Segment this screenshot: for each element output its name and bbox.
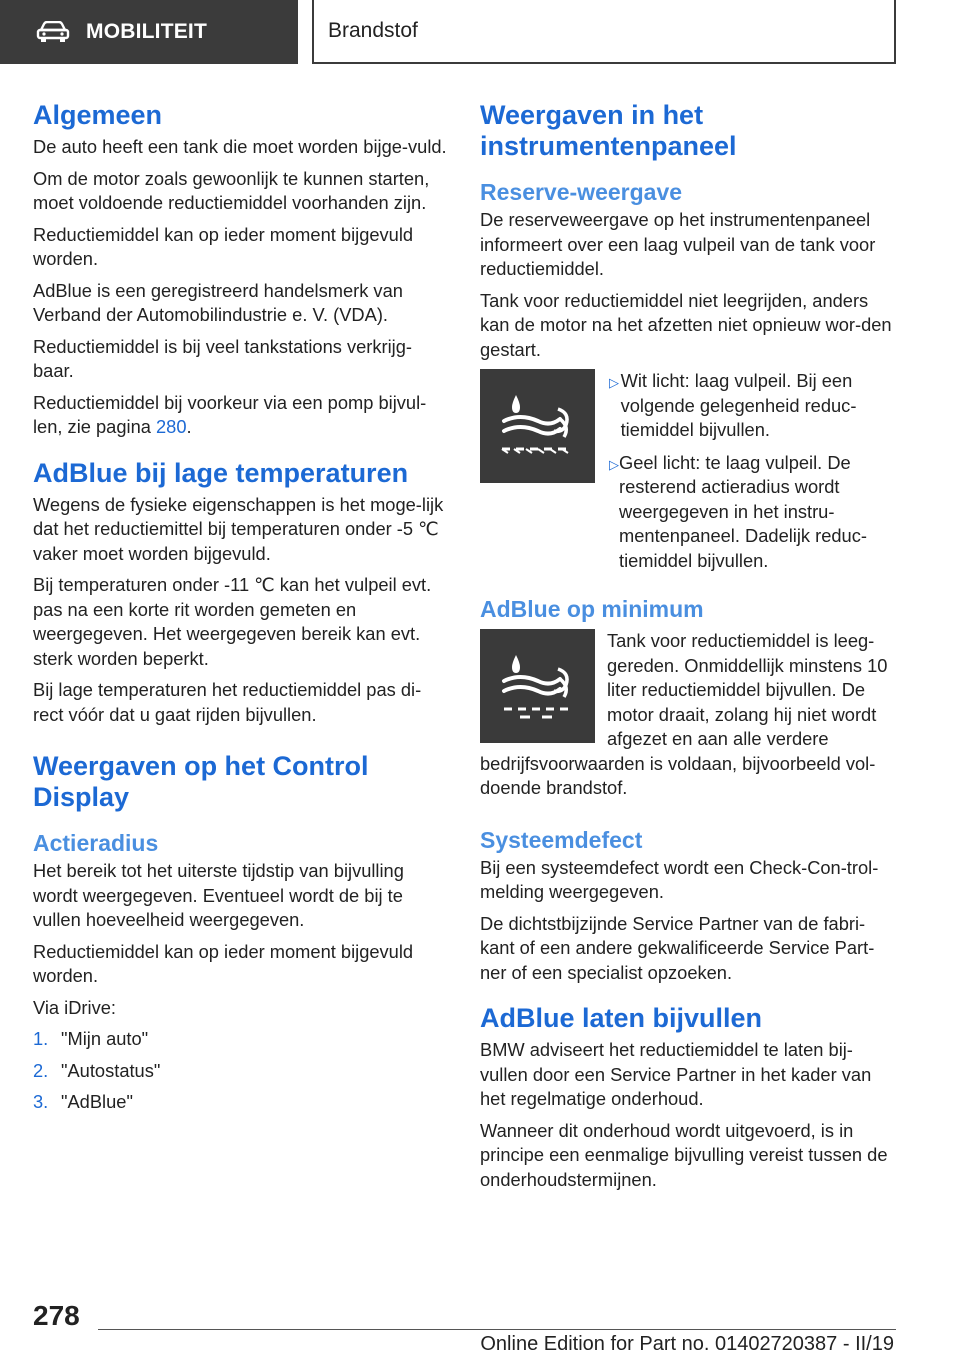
paragraph: BMW adviseert het reductiemiddel te laten bij-vullen door een Service Partner in het kader van het regelmatige onderhoud.: [480, 1039, 872, 1109]
triangle-bullet-icon: ▷: [609, 456, 619, 472]
adblue-empty-icon: [480, 629, 595, 743]
heading-adblue-minimum: AdBlue op minimum: [480, 596, 704, 622]
paragraph: Om de motor zoals gewoonlijk te kunnen starten, moet voldoende reductiemiddel voorhanden zijn.: [33, 167, 430, 213]
step-number: 2.: [33, 1059, 49, 1081]
paragraph: AdBlue is een geregistreerd handelsmerk van Verband der Automobilindustrie e. V. (VDA).: [33, 279, 403, 325]
step-text: "Mijn auto": [61, 1028, 149, 1049]
paragraph: [33, 391, 449, 440]
bullet-text: Wit licht: laag vulpeil. Bij een volgende gelegenheid reduc-tiemiddel bijvullen.: [620, 370, 857, 440]
list-item: [33, 1059, 449, 1084]
list-item: [33, 1027, 449, 1052]
page-header: [0, 0, 960, 66]
paragraph: Het bereik tot het uiterste tijdstip van bijvulling wordt weergegeven. Eventueel wordt de bij te vullen hoeveelheid weergegeven.: [33, 860, 404, 930]
paragraph-text: .: [186, 416, 192, 437]
footer-divider: [98, 1329, 896, 1330]
list-item: [33, 1090, 449, 1115]
paragraph: Tank voor reductiemiddel is leeg-gereden. Onmiddellijk minstens 10 liter reductiemiddel bijvullen. De motor draait, zolang hij niet wordt afgezet en aan alle verdere bedrijfsvoorwaarden is voldaan, bijvoorbeeld vol-doende brandstof.: [480, 630, 888, 798]
step-number: 1.: [33, 1028, 49, 1049]
paragraph: De reserveweergave op het instrumentenpaneel informeert over een laag vulpeil van de tank voor reductiemiddel.: [480, 209, 876, 279]
paragraph: Wegens de fysieke eigenschappen is het moge-lijk dat het reductiemittel bij temperaturen onder -5 ℃ vaker moet worden bijgevuld.: [33, 493, 444, 564]
paragraph: Reductiemiddel kan op ieder moment bijgevuld worden.: [33, 223, 414, 269]
section-header: [312, 0, 896, 64]
edition-note: Online Edition for Part no. 01402720387 - II/19: [480, 1333, 894, 1355]
step-text: "Autostatus": [61, 1059, 161, 1081]
paragraph: Via iDrive:: [33, 996, 116, 1018]
triangle-bullet-icon: ▷: [609, 375, 619, 390]
paragraph: De dichtstbijzijnde Service Partner van de fabri-kant of een andere gekwalificeerde Service Part-ner of een specialist opzoeken.: [480, 912, 875, 983]
list-item: [609, 369, 898, 443]
heading-algemeen: Algemeen: [33, 100, 163, 130]
heading-actieradius: Actieradius: [33, 830, 159, 856]
heading-reserve-weergave: Reserve-weergave: [480, 179, 683, 205]
reserve-indicator-block: [480, 369, 898, 581]
idrive-steps: [33, 1027, 449, 1115]
paragraph: Reductiemiddel is bij veel tankstations verkrijg-baar.: [33, 335, 412, 381]
page-number: 278: [33, 1300, 80, 1331]
heading-instrumentenpaneel: Weergaven in het instrumentenpaneel: [480, 100, 737, 161]
list-item: [609, 451, 898, 574]
chapter-tab[interactable]: [0, 0, 298, 64]
adblue-reserve-icon: [480, 369, 595, 483]
chapter-label: MOBILITEIT: [86, 20, 207, 43]
paragraph: Bij temperaturen onder -11 ℃ kan het vulpeil evt. pas na een korte rit worden gemeten en weergegeven. Het weergegeven bereik kan evt. sterk worden beperkt.: [33, 574, 432, 669]
paragraph: Reductiemiddel kan op ieder moment bijgevuld worden.: [33, 940, 414, 986]
section-label: Brandstof: [328, 19, 418, 42]
minimum-block: [480, 629, 898, 808]
paragraph-text: Reductiemiddel bij voorkeur via een pomp bijvul-len, zie pagina: [33, 391, 427, 437]
paragraph: Wanneer dit onderhoud wordt uitgevoerd, is in principe een eenmalige bijvulling vereist tussen de onderhoudstermijnen.: [480, 1119, 888, 1190]
step-number: 3.: [33, 1091, 49, 1112]
left-column: [33, 100, 449, 1122]
heading-laten-bijvullen: AdBlue laten bijvullen: [480, 1003, 763, 1033]
step-text: "AdBlue": [61, 1091, 133, 1112]
indicator-bullets: [609, 369, 898, 581]
page-footer: [0, 1300, 960, 1360]
heading-lage-temperaturen: AdBlue bij lage temperaturen: [33, 457, 409, 488]
right-column: [480, 100, 898, 1199]
paragraph: Tank voor reductiemiddel niet leegrijden, anders kan de motor na het afzetten niet opnieuw wor-den gestart.: [480, 289, 892, 360]
paragraph: De auto heeft een tank die moet worden bijge-vuld.: [33, 136, 447, 157]
page-link-280[interactable]: 280: [155, 416, 187, 437]
heading-systeemdefect: Systeemdefect: [480, 826, 643, 853]
bullet-text: Geel licht: te laag vulpeil. De resterend actieradius wordt weergegeven in het instru-mentenpaneel. Dadelijk reduc-tiemiddel bijvullen.: [619, 451, 867, 571]
car-icon: [36, 21, 70, 43]
paragraph: Bij lage temperaturen het reductiemiddel pas di-rect vóór dat u gaat rijden bijvullen.: [33, 679, 422, 725]
paragraph: Bij een systeemdefect wordt een Check-Con-trol-melding weergegeven.: [480, 856, 879, 902]
heading-control-display: Weergaven op het Control Display: [33, 751, 369, 812]
